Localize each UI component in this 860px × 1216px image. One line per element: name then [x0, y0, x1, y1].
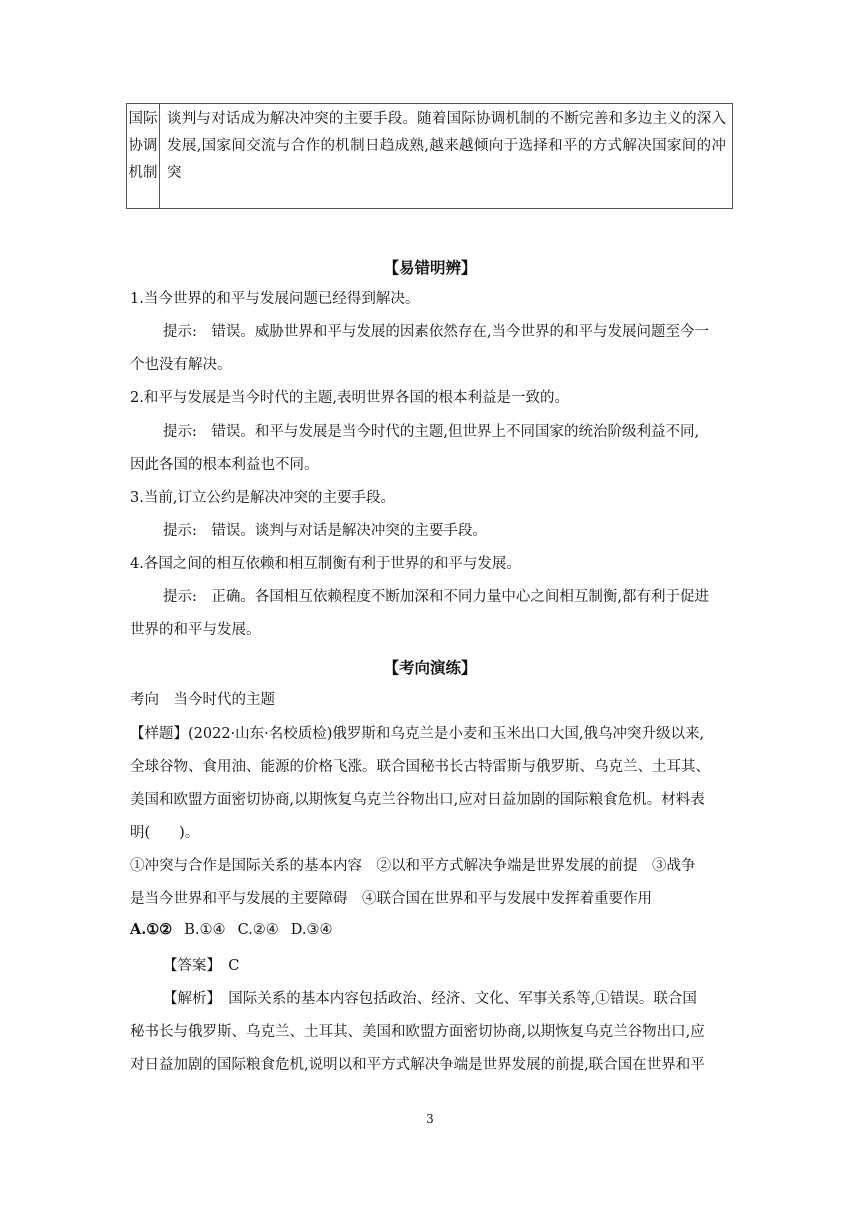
- analysis-line: 【解析】 国际关系的基本内容包括政治、经济、文化、军事关系等,①错误。联合国: [163, 991, 697, 1007]
- sample-question-line: 明( )。: [130, 825, 200, 841]
- page-number: 3: [426, 1112, 434, 1126]
- statement-line: ①冲突与合作是国际关系的基本内容 ②以和平方式解决争端是世界发展的前提 ③战争: [130, 858, 696, 874]
- sample-question-line: 美国和欧盟方面密切协商,以期恢复乌克兰谷物出口,应对日益加剧的国际粮食危机。材料表: [130, 792, 705, 808]
- hint-line: 个也没有解决。: [130, 357, 232, 373]
- analysis-line: 秘书长与俄罗斯、乌克兰、土耳其、美国和欧盟方面密切协商,以期恢复乌克兰谷物出口,应: [130, 1024, 705, 1040]
- hint-line: 提示: 正确。各国相互依赖程度不断加深和不同力量中心之间相互制衡,都有利于促进: [163, 589, 709, 605]
- sample-question-line: 【样题】(2022·山东·名校质检)俄罗斯和乌克兰是小麦和玉米出口大国,俄乌冲突升级以来,: [130, 726, 705, 742]
- question-line: 4.各国之间的相互依赖和相互制衡有利于世界的和平与发展。: [130, 556, 521, 572]
- option-d: D.③④: [290, 922, 333, 938]
- section-title-error-analysis: 【易错明辨】: [383, 258, 477, 277]
- table-row: [127, 104, 733, 209]
- table-header-cell: [127, 104, 160, 209]
- question-line: 2.和平与发展是当今时代的主题,表明世界各国的根本利益是一致的。: [130, 390, 569, 406]
- answer-line: 【答案】 C: [163, 958, 240, 974]
- statement-line: 是当今世界和平与发展的主要障碍 ④联合国在世界和平与发展中发挥着重要作用: [130, 891, 652, 907]
- option-a: A.①②: [130, 921, 173, 938]
- hint-line: 因此各国的根本利益也不同。: [130, 457, 319, 473]
- hint-line: 提示: 错误。谈判与对话是解决冲突的主要手段。: [163, 523, 487, 539]
- header-line: 协调: [128, 138, 158, 154]
- option-b: B.①④: [184, 922, 226, 938]
- sample-question-line: 全球谷物、食用油、能源的价格飞涨。联合国秘书长古特雷斯与俄罗斯、乌克兰、土耳其、: [130, 759, 710, 775]
- section-title-exam-practice: 【考向演练】: [383, 658, 477, 677]
- header-line: 机制: [128, 165, 158, 181]
- question-line: 3.当前,订立公约是解决冲突的主要手段。: [130, 490, 395, 506]
- answer-options: [130, 921, 344, 938]
- hint-line: 提示: 错误。和平与发展是当今时代的主题,但世界上不同国家的统治阶级利益不同,: [163, 424, 700, 440]
- hint-line: 提示: 错误。威胁世界和平与发展的因素依然存在,当今世界的和平与发展问题至今一: [163, 324, 709, 340]
- question-line: 1.当今世界的和平与发展问题已经得到解决。: [130, 291, 420, 307]
- header-line: 国际: [128, 111, 158, 127]
- analysis-line: 对日益加剧的国际粮食危机,说明以和平方式解决争端是世界发展的前提,联合国在世界和平: [130, 1057, 705, 1073]
- hint-line: 世界的和平与发展。: [130, 622, 261, 638]
- topic-line: 考向 当今时代的主题: [130, 692, 275, 708]
- option-c: C.②④: [237, 922, 279, 938]
- coordination-mechanism-table: [126, 103, 733, 209]
- table-content-cell: 谈判与对话成为解决冲突的主要手段。随着国际协调机制的不断完善和多边主义的深入发展,国家间交流与合作的机制日趋成熟,越来越倾向于选择和平的方式解决国家间的冲突: [160, 104, 733, 209]
